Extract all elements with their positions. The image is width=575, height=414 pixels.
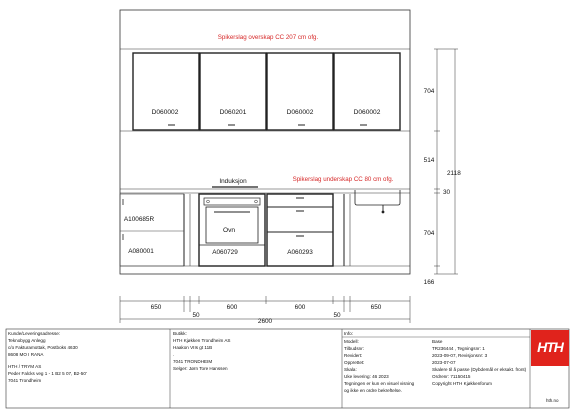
shop-line: 7041 TRONDHEIM	[173, 359, 213, 364]
shop-line: .	[173, 352, 175, 357]
horizontal-dimensions	[120, 296, 410, 325]
upper-cabinet-code-3: D060002	[286, 109, 314, 116]
drawer-cabinet	[267, 194, 333, 266]
info-title: Info:	[344, 331, 353, 336]
customer-block	[8, 330, 87, 384]
disclaimer-line: Tegningen er kun en visuel visning	[344, 381, 415, 386]
customer-title: Kunde/Leveringsadresse:	[8, 331, 61, 336]
shop-line: HTH Kjøkken Trondheim AS	[173, 338, 231, 343]
hth-logo-text: HTH	[537, 339, 563, 355]
customer-line: 8608 MO I RANA	[8, 352, 44, 357]
oven-cabinet	[199, 194, 265, 266]
info-label: Opprettet:	[344, 360, 365, 365]
seller: Selger: Jørn Tore Hanssen	[173, 366, 228, 371]
lower-studwork-note: Spikerslag underskap CC 80 cm ofg.	[292, 176, 394, 183]
dim-upper-height: 704	[423, 88, 435, 95]
dim-plinth: 166	[423, 279, 435, 286]
dim-width-4: 650	[370, 304, 382, 311]
customer-line: c/o Fakturamottak, Postboks 4630	[8, 345, 78, 350]
project-line: 7041 Trondheim	[8, 378, 42, 383]
upper-cabinet-code-1: D060002	[151, 109, 179, 116]
upper-cabinet-4	[334, 53, 400, 130]
sink-basin-icon	[355, 190, 400, 205]
upper-cabinet-1	[133, 53, 199, 130]
sink-cabinet	[344, 190, 400, 266]
upper-cabinet-code-2: D060201	[219, 109, 247, 116]
shop-block	[173, 330, 230, 372]
drawer-cabinet-code: A060293	[287, 249, 313, 256]
lower-left-frame	[120, 194, 184, 266]
dim-total-height: 2118	[447, 170, 461, 177]
info-value: Skalere til å passe (Dybdemål er eksakt. front)	[432, 367, 527, 372]
upper-cabinet-code-4: D060002	[353, 109, 381, 116]
info-label: Tilbudsnr:	[344, 346, 364, 351]
oven-label: Ovn	[222, 227, 236, 234]
project-line: Peder Falcks veg 1 - 1 B2 5 07, B2-50'	[8, 371, 87, 376]
lower-left-bottom-code: A080001	[128, 248, 154, 255]
lower-left-top-code: A100685R	[123, 216, 155, 223]
upper-studwork-note: Spikerslag overskap CC 207 cm ofg.	[217, 34, 319, 41]
upper-cabinet-3	[267, 53, 333, 130]
info-value: Base	[432, 339, 443, 344]
vertical-dimensions	[424, 49, 462, 286]
lower-left-cabinet	[120, 194, 190, 266]
info-label: Skala:	[344, 367, 357, 372]
copyright: Copyright HTH Kjøkkenforum	[432, 381, 492, 386]
dim-splash-height: 514	[423, 157, 435, 164]
oven-control-panel	[204, 198, 260, 205]
dim-width-2: 600	[226, 304, 238, 311]
hob-label: Induksjon	[219, 178, 247, 185]
sink-drain-icon	[382, 211, 385, 214]
info-label: Modell:	[344, 339, 359, 344]
shop-line: Haakon VIIs gt 11B	[173, 345, 213, 350]
dim-total-width: 2600	[257, 318, 273, 325]
project-line: HTH / TRYM AS	[8, 364, 42, 369]
dim-width-3: 600	[294, 304, 306, 311]
dim-gap-2: 50	[333, 312, 341, 319]
disclaimer-line: og ikke en ordre bekreftelse.	[344, 388, 402, 393]
upper-cabinets	[133, 53, 400, 130]
info-value: TR236444 , Tegningsnr: 1	[432, 346, 485, 351]
dim-worktop: 30	[443, 189, 451, 196]
info-value: Ordrenr: 71150415	[432, 374, 471, 379]
brand-site: hth.no	[546, 398, 559, 403]
oven-knob-icon	[207, 200, 210, 203]
upper-cabinet-2	[200, 53, 266, 130]
dim-gap-1: 50	[192, 312, 200, 319]
info-values	[432, 338, 526, 387]
info-value: 2023-07-07	[432, 360, 456, 365]
info-labels	[344, 338, 414, 394]
info-value: 2023-09-07, Revisjonsnr: 3	[432, 353, 488, 358]
hth-logo	[531, 330, 569, 366]
info-label: Revidert:	[344, 353, 363, 358]
dim-width-1: 650	[150, 304, 162, 311]
info-label: Uke levering: 46 2023	[344, 374, 389, 379]
oven-cabinet-code: A060729	[212, 249, 238, 256]
shop-title: Butikk:	[173, 331, 187, 336]
oven-knob-icon	[255, 200, 258, 203]
dim-lower-height: 704	[423, 230, 435, 237]
customer-line: Teknobygg Anlegg	[8, 338, 46, 343]
